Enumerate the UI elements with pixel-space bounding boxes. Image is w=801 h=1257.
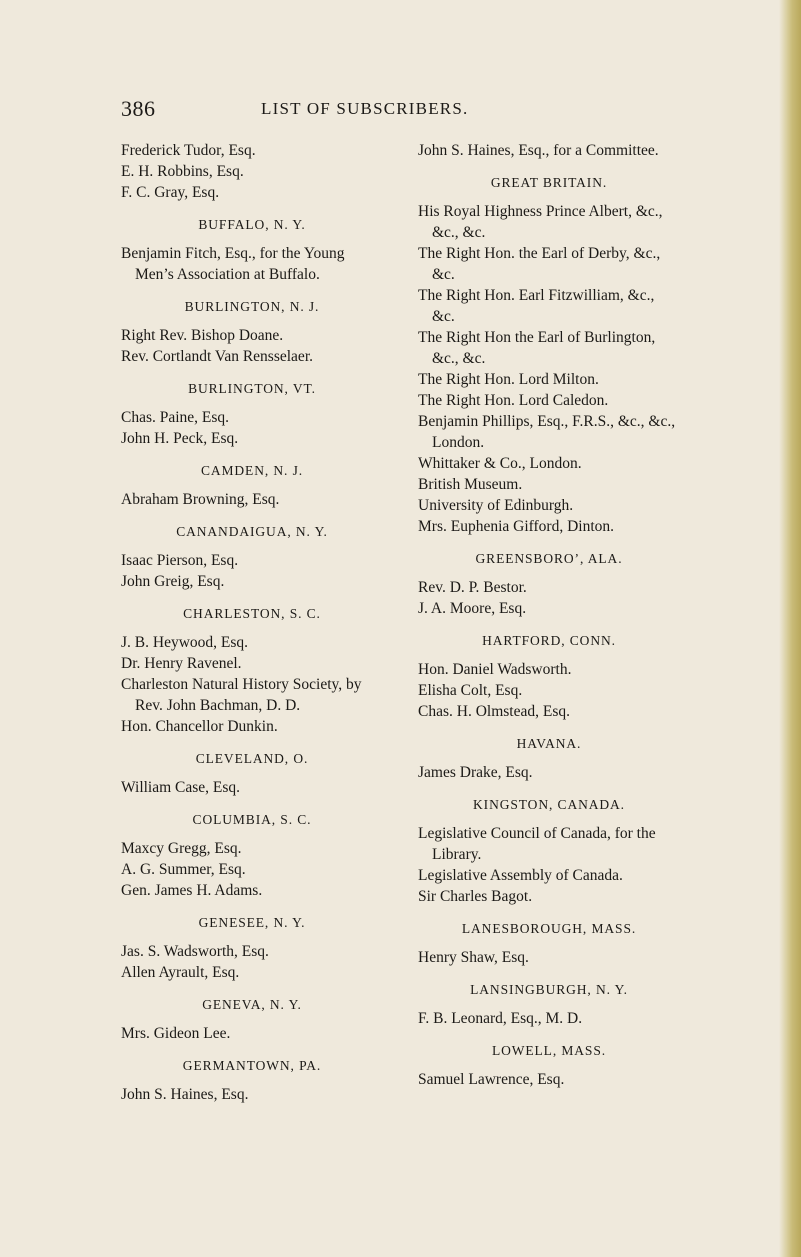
subscriber-entry: J. B. Heywood, Esq. — [121, 634, 249, 651]
place-heading: CANANDAIGUA, N. Y. — [176, 524, 328, 539]
subscriber-entry: Mrs. Gideon Lee. — [121, 1025, 231, 1042]
subscriber-entry: Sir Charles Bagot. — [418, 888, 533, 905]
place-heading: CLEVELAND, O. — [195, 751, 309, 766]
place-heading: GREAT BRITAIN. — [490, 175, 608, 190]
subscriber-entry: University of Edinburgh. — [418, 497, 574, 514]
subscriber-entry: Right Rev. Bishop Doane. — [121, 327, 284, 344]
subscriber-entry: The Right Hon. Earl Fitzwilliam, &c., &c. — [418, 287, 655, 325]
subscriber-entry: Benjamin Fitch, Esq., for the Young Men’s Association at Buffalo. — [121, 245, 345, 283]
place-heading: COLUMBIA, S. C. — [192, 812, 312, 827]
place-heading: GERMANTOWN, PA. — [182, 1058, 322, 1073]
subscriber-entry: The Right Hon. Lord Caledon. — [418, 392, 609, 409]
subscriber-entry: The Right Hon. Lord Milton. — [418, 371, 599, 388]
subscriber-entry: Rev. D. P. Bestor. — [418, 579, 527, 596]
place-heading: LANSINGBURGH, N. Y. — [470, 982, 628, 997]
subscriber-entry: Henry Shaw, Esq. — [418, 949, 529, 966]
page-edge — [779, 0, 801, 1257]
subscriber-entry: Gen. James H. Adams. — [121, 882, 263, 899]
subscriber-entry: Isaac Pierson, Esq. — [121, 552, 239, 569]
page-number: 386 — [121, 96, 156, 121]
subscriber-entry: Chas. H. Olmstead, Esq. — [418, 703, 570, 720]
place-heading: GREENSBORO’, ALA. — [475, 551, 623, 566]
subscriber-entry: Hon. Daniel Wadsworth. — [418, 661, 572, 678]
subscriber-entry: Jas. S. Wadsworth, Esq. — [121, 943, 269, 960]
subscriber-entry: His Royal Highness Prince Albert, &c., &c., &c. — [418, 203, 663, 241]
place-heading: HAVANA. — [516, 736, 582, 751]
subscriber-entry: The Right Hon the Earl of Burlington, &c., &c. — [418, 329, 656, 367]
place-heading: BUFFALO, N. Y. — [198, 217, 306, 232]
subscriber-entry: Dr. Henry Ravenel. — [121, 655, 242, 672]
subscriber-entry: Allen Ayrault, Esq. — [121, 964, 240, 981]
subscriber-entry: Legislative Council of Canada, for the Library. — [418, 825, 656, 863]
subscriber-entry: William Case, Esq. — [121, 779, 241, 796]
subscriber-entry: A. G. Summer, Esq. — [121, 861, 246, 878]
subscriber-entry: Samuel Lawrence, Esq. — [418, 1071, 565, 1088]
subscriber-entry: British Museum. — [418, 476, 523, 493]
subscriber-entry: E. H. Robbins, Esq. — [121, 163, 244, 180]
subscriber-entry: Whittaker & Co., London. — [418, 455, 582, 472]
running-head — [121, 96, 681, 126]
subscriber-entry: James Drake, Esq. — [418, 764, 533, 781]
subscriber-entry: Frederick Tudor, Esq. — [121, 142, 256, 159]
right-column — [418, 140, 680, 1090]
place-heading: GENESEE, N. Y. — [198, 915, 306, 930]
subscriber-entry: The Right Hon. the Earl of Derby, &c., &c. — [418, 245, 661, 283]
subscriber-entry: Hon. Chancellor Dunkin. — [121, 718, 278, 735]
place-heading: HARTFORD, CONN. — [482, 633, 616, 648]
subscriber-entry: John S. Haines, Esq., for a Committee. — [418, 142, 659, 159]
place-heading: CAMDEN, N. J. — [200, 463, 304, 478]
place-heading: CHARLESTON, S. C. — [183, 606, 321, 621]
place-heading: LOWELL, MASS. — [491, 1043, 607, 1058]
subscriber-entry: Charleston Natural History Society, by Rev. John Bachman, D. D. — [121, 676, 362, 714]
subscriber-entry: John S. Haines, Esq. — [121, 1086, 249, 1103]
subscriber-entry: Mrs. Euphenia Gifford, Dinton. — [418, 518, 615, 535]
subscriber-entry: Maxcy Gregg, Esq. — [121, 840, 242, 857]
left-column — [121, 140, 383, 1105]
subscriber-entry: John H. Peck, Esq. — [121, 430, 239, 447]
subscriber-entry: Rev. Cortlandt Van Rensselaer. — [121, 348, 313, 365]
subscriber-entry: F. C. Gray, Esq. — [121, 184, 220, 201]
running-title: LIST OF SUBSCRIBERS. — [261, 99, 469, 118]
subscriber-entry: F. B. Leonard, Esq., M. D. — [418, 1010, 583, 1027]
place-heading: BURLINGTON, N. J. — [184, 299, 320, 314]
place-heading: LANESBOROUGH, MASS. — [461, 921, 637, 936]
subscriber-entry: Legislative Assembly of Canada. — [418, 867, 623, 884]
subscriber-entry: Chas. Paine, Esq. — [121, 409, 230, 426]
place-heading: GENEVA, N. Y. — [202, 997, 302, 1012]
place-heading: BURLINGTON, VT. — [188, 381, 316, 396]
subscriber-entry: John Greig, Esq. — [121, 573, 225, 590]
subscriber-entry: Benjamin Phillips, Esq., F.R.S., &c., &c., London. — [418, 413, 676, 451]
subscriber-entry: Abraham Browning, Esq. — [121, 491, 280, 508]
place-heading: KINGSTON, CANADA. — [473, 797, 625, 812]
subscriber-entry: J. A. Moore, Esq. — [418, 600, 527, 617]
subscriber-entry: Elisha Colt, Esq. — [418, 682, 523, 699]
